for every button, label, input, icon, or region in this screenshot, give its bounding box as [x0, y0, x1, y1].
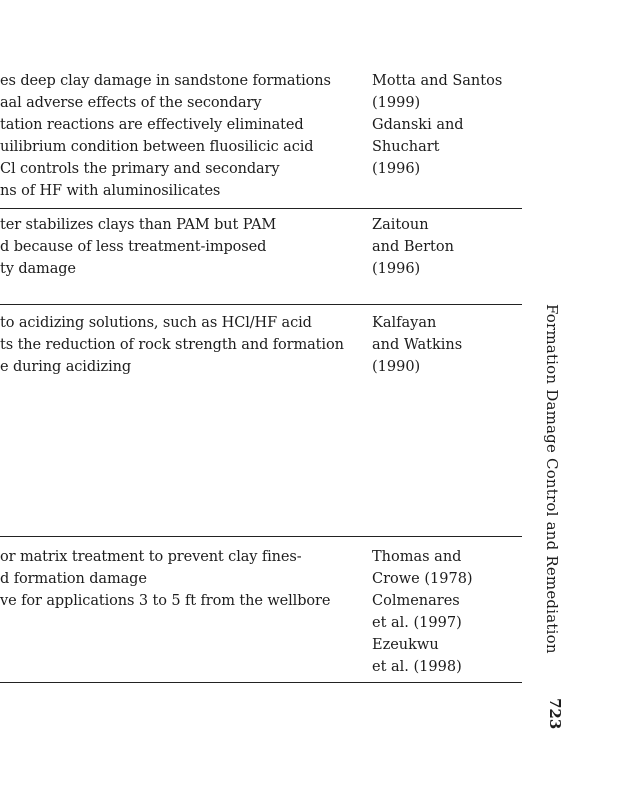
table-divider	[0, 208, 522, 209]
description-line: ve for applications 3 to 5 ft from the wellbore	[0, 593, 331, 609]
page-number-text: 723	[546, 698, 564, 730]
running-head	[537, 304, 567, 664]
table-row	[0, 546, 522, 680]
reference-cell	[372, 546, 522, 678]
reference-line: Motta and Santos	[372, 73, 503, 89]
reference-line: Colmenares	[372, 593, 460, 609]
page-number	[546, 698, 570, 748]
reference-line: Kalfayan	[372, 315, 437, 331]
reference-line: Ezeukwu	[372, 637, 439, 653]
reference-line: (1996)	[372, 261, 421, 277]
description-line: aal adverse effects of the secondary	[0, 95, 262, 111]
description-line: es deep clay damage in sandstone formations	[0, 73, 331, 89]
reference-line: and Watkins	[372, 337, 463, 353]
reference-line: Zaitoun	[372, 217, 429, 233]
description-line: ns of HF with aluminosilicates	[0, 183, 221, 199]
description-line: or matrix treatment to prevent clay fines-	[0, 549, 302, 565]
description-line: ter stabilizes clays than PAM but PAM	[0, 217, 277, 233]
description-line: ts the reduction of rock strength and formation	[0, 337, 344, 353]
reference-line: et al. (1998)	[372, 659, 462, 675]
table-row	[0, 70, 522, 206]
reference-line: (1999)	[372, 95, 421, 111]
description-line: d because of less treatment-imposed	[0, 239, 267, 255]
reference-line: Thomas and	[372, 549, 462, 565]
reference-cell	[372, 312, 522, 378]
reference-line: (1990)	[372, 359, 421, 375]
description-line: uilibrium condition between fluosilicic acid	[0, 139, 314, 155]
description-cell	[0, 214, 360, 280]
description-line: Cl controls the primary and secondary	[0, 161, 280, 177]
description-cell	[0, 546, 360, 612]
table-divider	[0, 304, 522, 305]
description-line: to acidizing solutions, such as HCl/HF acid	[0, 315, 312, 331]
table-row	[0, 214, 522, 284]
description-line: e during acidizing	[0, 359, 132, 375]
reference-line: Shuchart	[372, 139, 440, 155]
reference-line: Gdanski and	[372, 117, 464, 133]
reference-cell	[372, 70, 522, 180]
description-cell	[0, 312, 360, 378]
table-divider	[0, 536, 522, 537]
running-head-text: Formation Damage Control and Remediation	[543, 304, 561, 654]
description-line: ty damage	[0, 261, 76, 277]
reference-line: (1996)	[372, 161, 421, 177]
reference-line: et al. (1997)	[372, 615, 462, 631]
reference-line: and Berton	[372, 239, 454, 255]
description-cell	[0, 70, 360, 202]
table-bottom-rule	[0, 682, 522, 683]
description-line: d formation damage	[0, 571, 147, 587]
table-row	[0, 312, 522, 382]
description-line: tation reactions are effectively eliminated	[0, 117, 304, 133]
reference-cell	[372, 214, 522, 280]
reference-line: Crowe (1978)	[372, 571, 473, 587]
